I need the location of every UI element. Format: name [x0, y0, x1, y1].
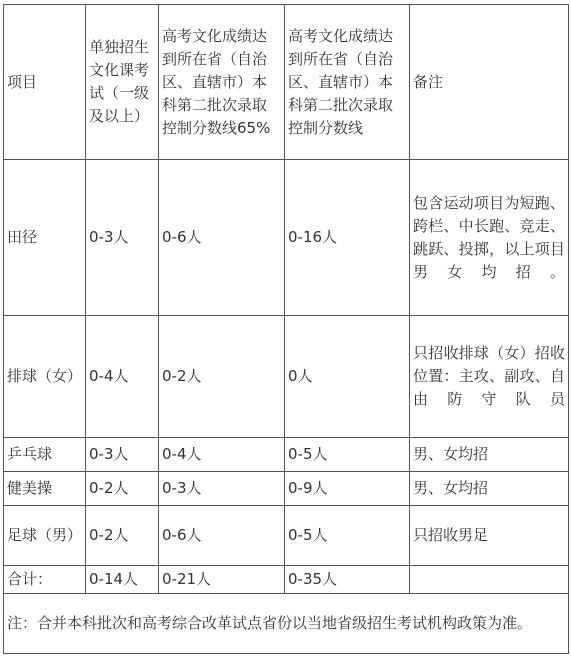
table-row: [4, 438, 569, 472]
row-cell: 0-2人: [86, 472, 159, 506]
row-note: 包含运动项目为短跑、跨栏、中长跑、竞走、跳跃、投掷，以上项目男女均招。: [410, 160, 569, 316]
row-cell: 0-5人: [285, 506, 410, 566]
row-cell: 0-2人: [159, 316, 285, 438]
row-cell: 0-9人: [285, 472, 410, 506]
header-item: 项目: [4, 5, 86, 160]
table-row: [4, 160, 569, 316]
row-cell: 0-4人: [86, 316, 159, 438]
row-cell: 0-2人: [86, 506, 159, 566]
row-cell: 0-35人: [285, 566, 410, 594]
table-footnote-row: [4, 594, 569, 654]
header-separate-exam: 单独招生文化课考试（一级及以上）: [86, 5, 159, 160]
table-header-row: [4, 5, 569, 160]
table-row: [4, 472, 569, 506]
row-note: 男、女均招: [410, 472, 569, 506]
row-item: 排球（女）: [4, 316, 86, 438]
table-footnote: 注：合并本科批次和高考综合改革试点省份以当地省级招生考试机构政策为准。: [4, 594, 569, 654]
row-item: 乒乓球: [4, 438, 86, 472]
row-cell: 0-16人: [285, 160, 410, 316]
row-cell: 0-4人: [159, 438, 285, 472]
row-item: 田径: [4, 160, 86, 316]
row-note: 男、女均招: [410, 438, 569, 472]
row-cell: 0-14人: [86, 566, 159, 594]
table-row: [4, 506, 569, 566]
row-cell: 0人: [285, 316, 410, 438]
row-note: 只招收男足: [410, 506, 569, 566]
row-cell: 0-6人: [159, 506, 285, 566]
header-gaokao-full-line: 高考文化成绩达到所在省（自治区、直辖市）本科第二批次录取控制分数线: [285, 5, 410, 160]
header-gaokao-65-percent: 高考文化成绩达到所在省（自治区、直辖市）本科第二批次录取控制分数线65%: [159, 5, 285, 160]
row-item: 足球（男）: [4, 506, 86, 566]
row-cell: 0-3人: [86, 160, 159, 316]
table-row: [4, 316, 569, 438]
header-remarks: 备注: [410, 5, 569, 160]
row-item: 健美操: [4, 472, 86, 506]
row-item: 合计：: [4, 566, 86, 594]
row-cell: 0-3人: [159, 472, 285, 506]
row-cell: 0-3人: [86, 438, 159, 472]
row-cell: 0-21人: [159, 566, 285, 594]
row-note: [410, 566, 569, 594]
row-cell: 0-6人: [159, 160, 285, 316]
admission-table-wrapper: [3, 4, 569, 654]
row-note: 只招收排球（女）招收位置：主攻、副攻、自由防守队员: [410, 316, 569, 438]
row-cell: 0-5人: [285, 438, 410, 472]
admission-quota-table: [3, 4, 569, 654]
table-row-total: [4, 566, 569, 594]
